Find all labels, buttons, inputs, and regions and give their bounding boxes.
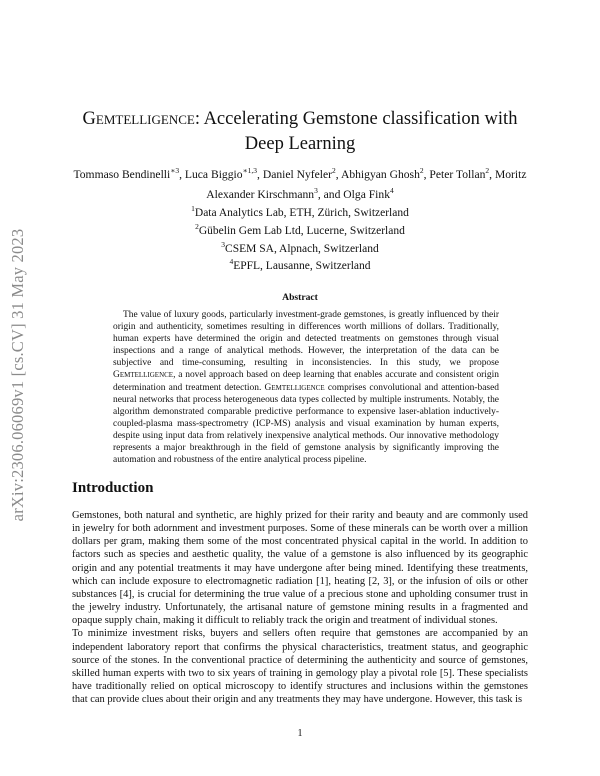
author-separator: , and — [317, 187, 344, 201]
page-number: 1 — [297, 728, 303, 739]
arxiv-stamp-text: arXiv:2306.06069v1 [cs.CV] 31 May 2023 — [8, 228, 27, 522]
affiliation-list — [150, 202, 450, 273]
abstract-text-3: comprises convolutional and attention-based neural networks that process heterogeneous data types collected by multiple instruments. Notably, the algorithm demonstrated comparable predictive performance to expensive laser-ablation inductively-coupled-plasma mass-spectrometry (ICP-MS) analysis and visual examination by human experts, despite using input data from relatively inexpensive analytical methods. Our innovative methodology represents a major breakthrough in the field of gemstone analysis by significantly improving the automation and robustness of the entire analytical process pipeline. — [113, 382, 499, 466]
author-separator: , — [423, 167, 430, 181]
author-affiliation-marker: 4 — [390, 185, 394, 195]
author-name: Peter Tollan — [429, 167, 486, 181]
author-affiliation-marker: 3 — [314, 185, 318, 195]
affiliation-item — [150, 220, 450, 238]
paper-title — [70, 107, 530, 157]
introduction-paragraph: Gemstones, both natural and synthetic, are highly prized for their rarity and beauty and are commonly used in jewelry for both adornment and investment purposes. Some of these minerals can be worth over a million dollars per gram, making them some of the most concentrated physical capital in the world. In addition to factors such as species and aesthetic quality, the value of a gemstone is also influenced by its geographic origin and any potential treatments it may have undergone after being mined. Identifying these treatments, which can include exposure to electromagnetic radiation [1], heating [2, 3], or the infusion of oils or other substances [4], is crucial for determining the true value of a precious stone and upholding consumer trust in the jewelry industry. Unfortunately, the artisanal nature of gemstone mining results in a fragmented and opaque supply chain, making it difficult to reliably track the origin and treatment of individual stones. — [72, 510, 528, 627]
author-separator: , — [335, 167, 341, 181]
abstract-system-name-1: Gemtelligence — [113, 370, 174, 381]
affiliation-marker: 3 — [221, 239, 226, 249]
section-heading-introduction: Introduction — [72, 480, 154, 496]
abstract-text-2: , a novel approach based on deep learning that enables accurate and consistent origin determination and treatment detection. — [113, 370, 499, 393]
author-list — [60, 163, 540, 203]
author-separator: , — [489, 167, 495, 181]
author-separator: , — [257, 167, 263, 181]
author-affiliation-marker: 2 — [332, 166, 336, 175]
author-name: Daniel Nyfeler — [262, 167, 333, 181]
abstract-body — [113, 309, 499, 466]
author-name: Moritz Alexander Kirschmann — [206, 167, 527, 201]
author-affiliation-marker: ∗3 — [170, 166, 180, 175]
affiliation-marker: 2 — [195, 221, 199, 231]
author-separator: , — [179, 167, 185, 181]
introduction-body — [72, 509, 528, 706]
title-system-name: Gemtelligence — [82, 109, 195, 129]
affiliation-marker: 1 — [191, 204, 195, 213]
affiliation-item — [150, 255, 450, 273]
author-name: Tommaso Bendinelli — [73, 167, 171, 181]
affiliation-text: CSEM SA, Alpnach, Switzerland — [225, 242, 379, 255]
author-affiliation-marker: ∗1,3 — [242, 166, 258, 175]
abstract-heading: Abstract — [282, 292, 318, 303]
abstract-system-name-2: Gemtelligence — [264, 382, 325, 393]
author-name: Abhigyan Ghosh — [340, 167, 420, 181]
author-name: Olga Fink — [343, 187, 390, 201]
affiliation-item — [150, 202, 450, 220]
author-affiliation-marker: 2 — [485, 166, 490, 175]
affiliation-text: EPFL, Lausanne, Switzerland — [233, 260, 371, 273]
author-name: Luca Biggio — [184, 167, 243, 181]
arxiv-stamp — [8, 200, 28, 550]
introduction-paragraph: To minimize investment risks, buyers and sellers often require that gemstones are accompanied by an independent laboratory report that confirms the physical characteristics, treatment status, and geographic source of the stones. In the conventional practice of determining the authenticity and source of gemstones, skilled human experts with two to six years of training in gemology play a pivotal role [5]. These specialists have traditionally relied on optical microscopy to identify structures and inclusions within the gemstones that can provide clues about their origin and any treatments they may have undergone. However, this task is — [72, 628, 528, 706]
affiliation-marker: 4 — [229, 257, 234, 267]
author-affiliation-marker: 2 — [419, 166, 424, 175]
affiliation-text: Data Analytics Lab, ETH, Zürich, Switzerland — [194, 206, 409, 219]
title-text: : Accelerating Gemstone classification with Deep Learning — [194, 109, 518, 154]
abstract-text-1: The value of luxury goods, particularly investment-grade gemstones, is greatly influenced by their origin and authenticity, sometimes resulting in differences worth millions of dollars. Traditionally, human experts have determined the origin and detected treatments on gemstones through visual inspections and a range of analytical methods. However, the interpretation of the data can be subjective and time-consuming, resulting in inconsistencies. In this study, we propose — [113, 310, 499, 369]
affiliation-item — [150, 238, 450, 256]
affiliation-text: Gübelin Gem Lab Ltd, Lucerne, Switzerland — [198, 224, 405, 237]
